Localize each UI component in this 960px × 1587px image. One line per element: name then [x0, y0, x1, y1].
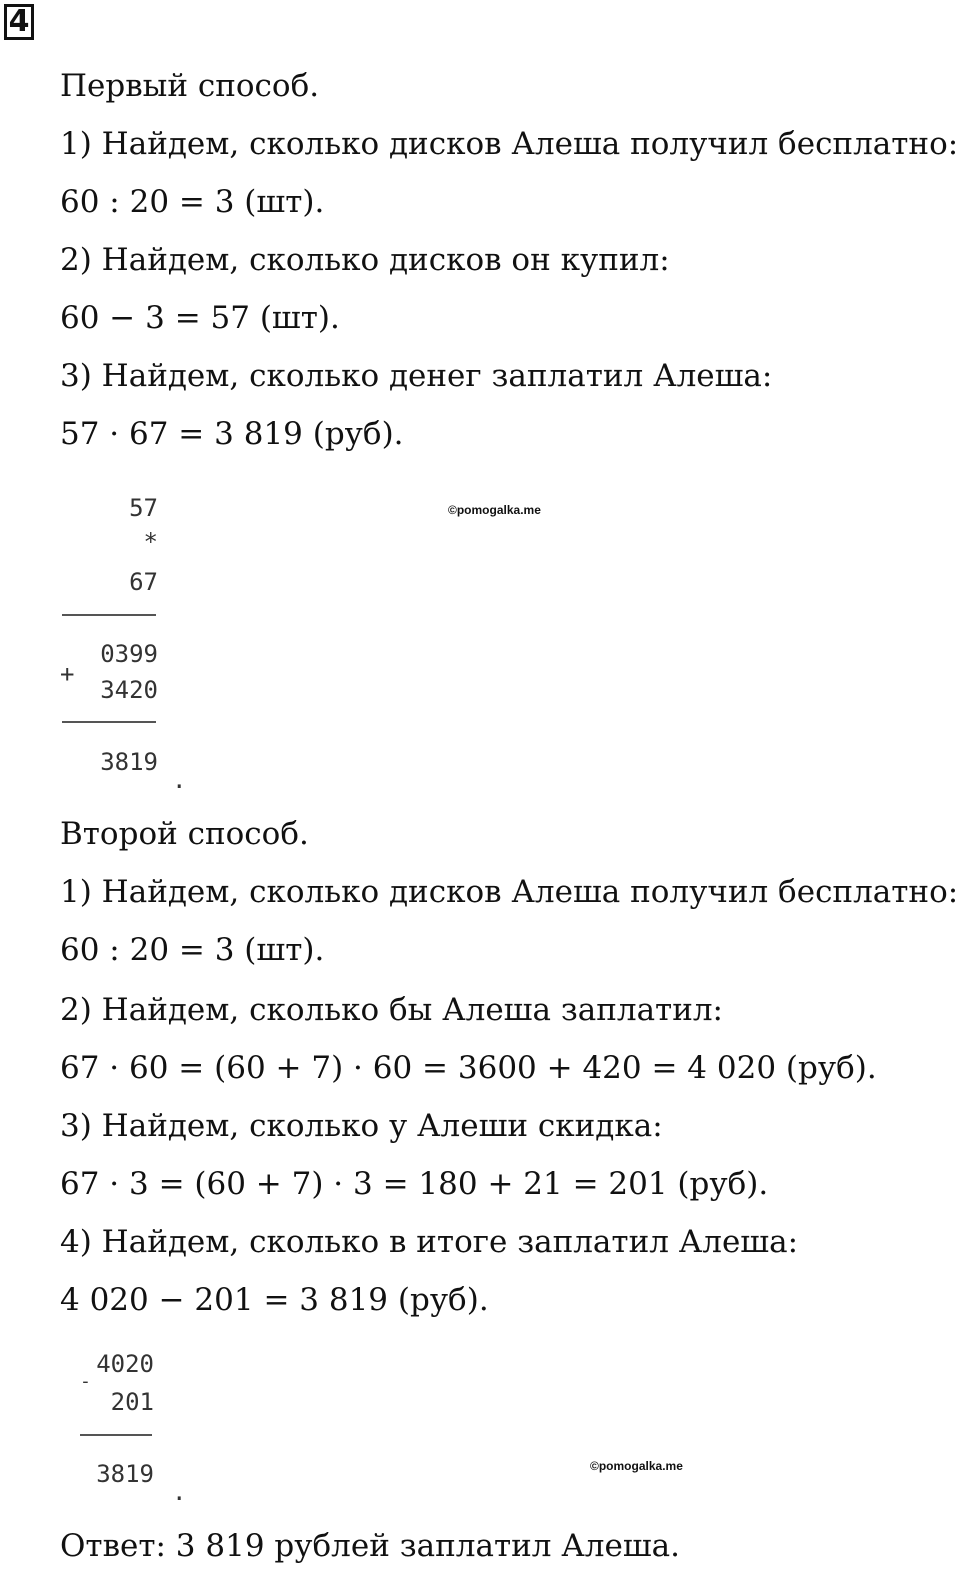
- column-mult-rule-1: [62, 614, 156, 616]
- column-mult-a: 57: [129, 494, 158, 522]
- column-mult-operator: *: [143, 528, 158, 556]
- column-sub-end-dot: .: [172, 1478, 187, 1506]
- method1-eq3: 57 · 67 = 3 819 (руб).: [60, 416, 404, 452]
- column-sub-rule: [80, 1434, 152, 1436]
- method1-step3: 3) Найдем, сколько денег заплатил Алеша:: [60, 358, 773, 394]
- column-sub-b: 201: [110, 1388, 154, 1416]
- column-mult-result: 3819: [100, 748, 158, 776]
- method2-step2: 2) Найдем, сколько бы Алеша заплатил:: [60, 992, 724, 1028]
- method2-eq2: 67 · 60 = (60 + 7) · 60 = 3600 + 420 = 4 020 (руб).: [60, 1050, 877, 1086]
- method1-step1: 1) Найдем, сколько дисков Алеша получил бесплатно:: [60, 126, 959, 162]
- method2-eq3: 67 · 3 = (60 + 7) · 3 = 180 + 21 = 201 (руб).: [60, 1166, 769, 1202]
- column-sub-operator: -: [80, 1371, 91, 1392]
- method1-eq1: 60 : 20 = 3 (шт).: [60, 184, 325, 220]
- method1-eq2: 60 − 3 = 57 (шт).: [60, 300, 340, 336]
- method2-eq4: 4 020 − 201 = 3 819 (руб).: [60, 1282, 489, 1318]
- method2-step4: 4) Найдем, сколько в итоге заплатил Алеша:: [60, 1224, 799, 1260]
- method2-title: Второй способ.: [60, 816, 309, 852]
- column-mult-partial-2: 3420: [100, 676, 158, 704]
- method1-step2: 2) Найдем, сколько дисков он купил:: [60, 242, 670, 278]
- task-number-badge: 4: [4, 4, 34, 40]
- column-mult-b: 67: [129, 568, 158, 596]
- column-sub-a: 4020: [96, 1350, 154, 1378]
- column-mult-partial-1: 0399: [100, 640, 158, 668]
- column-sub-result: 3819: [96, 1460, 154, 1488]
- method2-eq1: 60 : 20 = 3 (шт).: [60, 932, 325, 968]
- watermark: ©pomogalka.me: [448, 503, 541, 517]
- watermark: ©pomogalka.me: [590, 1459, 683, 1473]
- column-mult-rule-2: [62, 721, 156, 723]
- method1-title: Первый способ.: [60, 68, 320, 104]
- method2-step1: 1) Найдем, сколько дисков Алеша получил бесплатно:: [60, 874, 959, 910]
- method2-step3: 3) Найдем, сколько у Алеши скидка:: [60, 1108, 663, 1144]
- column-mult-plus: +: [60, 660, 75, 688]
- answer: Ответ: 3 819 рублей заплатил Алеша.: [60, 1528, 680, 1564]
- column-mult-end-dot: .: [172, 766, 187, 794]
